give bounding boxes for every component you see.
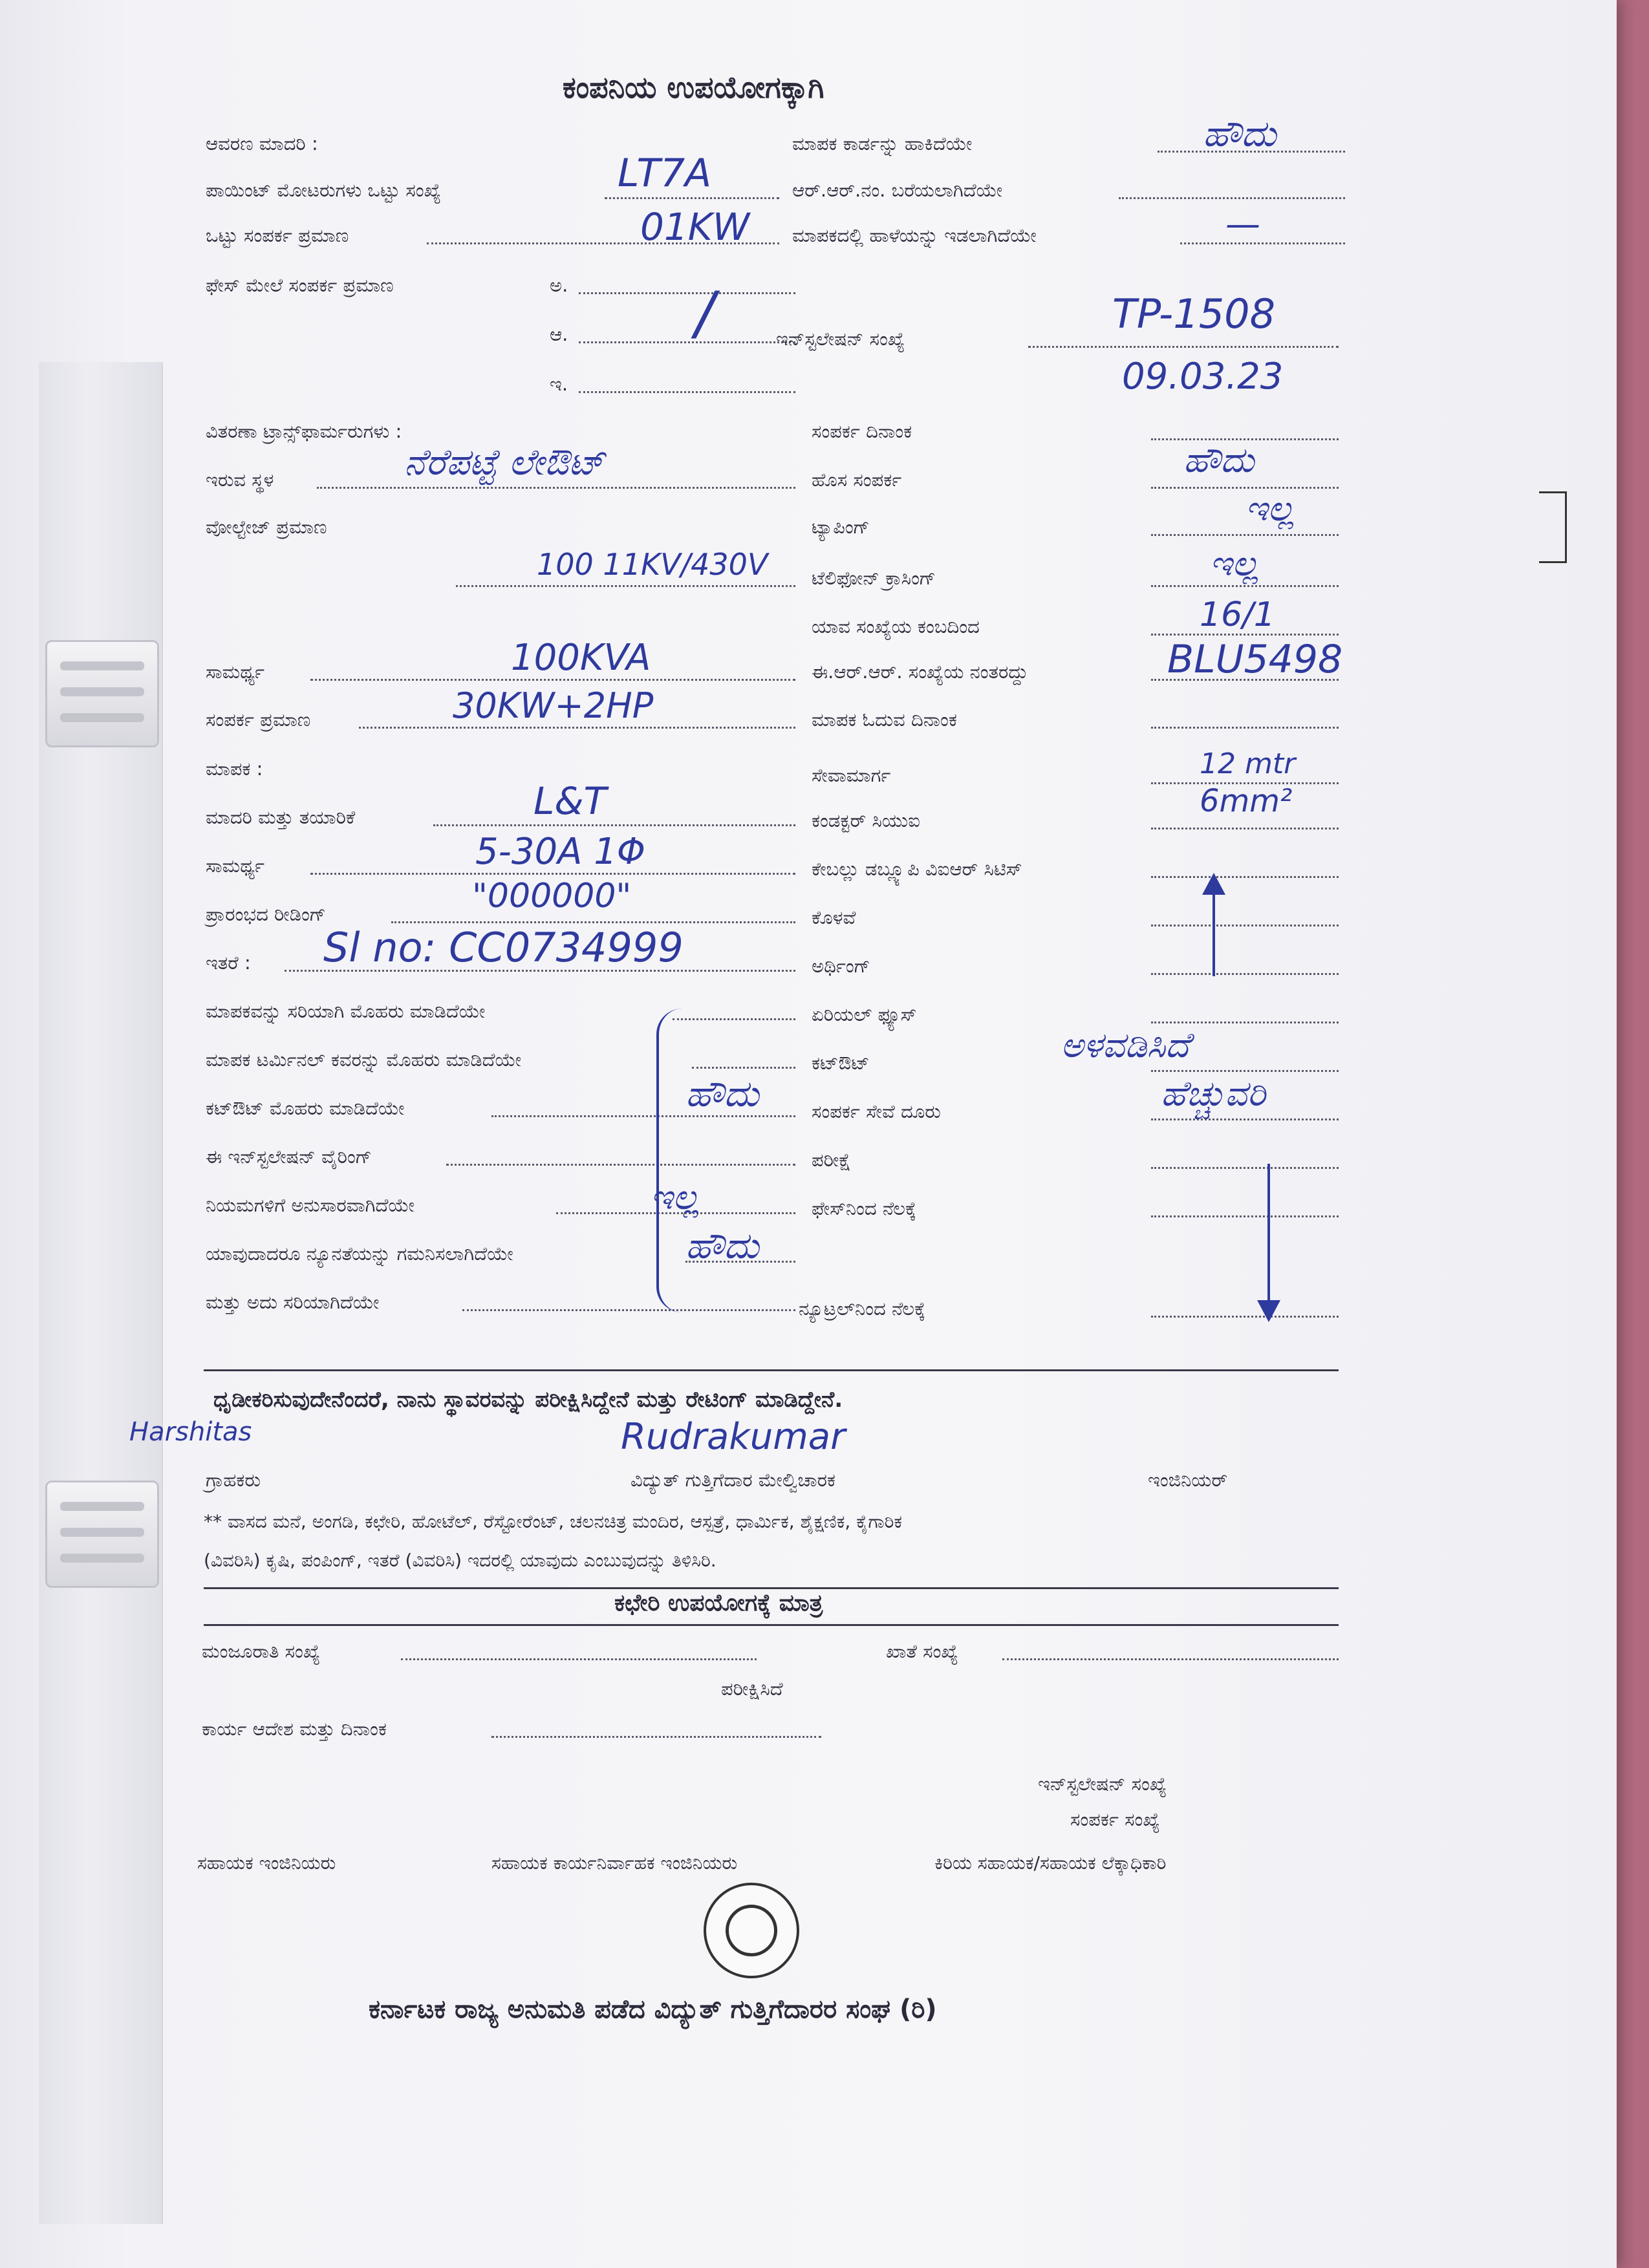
label-meter-capacity: ಸಾಮರ್ಥ್ಯ [206,855,264,877]
section-divider [204,1369,1339,1371]
field-aerial-fuse[interactable] [1151,1022,1339,1023]
value-installation-date: 09.03.23 [1122,356,1284,398]
label-aee: ಸಹಾಯಕ ಕಾರ್ಯನಿರ್ವಾಹಕ ಇಂಜಿನಿಯರು [491,1852,738,1874]
label-office-connection: ಸಂಪರ್ಕ ಸಂಖ್ಯೆ [1070,1808,1160,1830]
binder-clip-bottom [45,1481,159,1588]
label-voltage: ವೋಲ್ಟೇಜ್ ಪ್ರಮಾಣ [206,516,327,538]
field-cutout-sealed[interactable] [491,1115,795,1117]
field-reading-date[interactable] [1151,727,1339,729]
field-corrected[interactable] [462,1309,795,1311]
label-transformers: ವಿತರಣಾ ಟ್ರಾನ್ಸ್‌ಫಾರ್ಮರುಗಳು : [206,420,402,442]
handwritten-arrow-down [1267,1164,1270,1316]
label-aerial-fuse: ಏರಿಯಲ್ ಫ್ಯೂಸ್ [812,1003,917,1025]
value-meter-card: ಹೌದು [1203,113,1277,155]
label-meter-sheet: ಮಾಪಕದಲ್ಲಿ ಹಾಳೆಯನ್ನು ಇಡಲಾಗಿದೆಯೇ [792,224,1037,246]
value-initial-reading: "000000" [472,877,632,915]
value-after-rr: BLU5498 [1167,637,1343,682]
label-cutout: ಕಟ್‌ಔಟ್ [812,1052,870,1074]
label-total-load: ಒಟ್ಟು ಸಂಪರ್ಕ ಪ್ರಮಾಣ [206,224,349,246]
label-connected-load: ಸಂಪರ್ಕ ಪ್ರಮಾಣ [206,709,311,731]
label-service-line: ಸೇವಾಮಾರ್ಗ [812,764,891,786]
value-cutout-sealed: ಹೌದು [685,1073,759,1115]
field-conductor[interactable] [1151,828,1339,829]
certification-statement: ಧೃಡೀಕರಿಸುವುದೇನೆಂದರೆ, ನಾನು ಸ್ಥಾವರವನ್ನು ಪರೀಕ್ಷಿಸಿದ್ದೇನೆ ಮತ್ತು ರೇಟಿಂಗ್ ಮಾಡಿದ್ದೇನೆ. [213,1387,843,1413]
field-phase-earth[interactable] [1151,1215,1339,1217]
value-capacity: 100KVA [511,637,651,679]
label-earthing: ಅರ್ಥಿಂಗ್ [812,955,870,977]
label-corrected: ಮತ್ತು ಅದು ಸರಿಯಾಗಿದೆಯೇ [206,1291,380,1313]
label-conductor: ಕಂಡಕ್ಟರ್ ಸಿಯುಐ [812,809,920,831]
field-telephone-crossing[interactable] [1151,585,1339,587]
label-phase-b: ಆ. [550,323,568,345]
office-title: ಕಛೇರಿ ಉಪಯೋಗಕ್ಕೆ ಮಾತ್ರ [614,1590,823,1616]
field-account-no[interactable] [1002,1658,1339,1660]
label-phase-a: ಅ. [550,274,568,296]
label-pole-number: ಯಾವ ಸಂಖ್ಯೆಯ ಕಂಬದಿಂದ [812,615,980,637]
label-verified: ಪರೀಕ್ಷಿಸಿದೆ [721,1678,783,1700]
label-office-installation: ಇನ್‌ಸ್ಟಲೇಷನ್ ಸಂಖ್ಯೆ [1038,1773,1167,1795]
note-line-2: (ವಿವರಿಸಿ) ಕೃಷಿ, ಪಂಪಿಂಗ್, ಇತರೆ (ವಿವರಿಸಿ) ಇದರಲ್ಲಿ ಯಾವುದು ಎಂಬುವುದನ್ನು ತಿಳಿಸಿರಿ. [204,1550,717,1571]
office-title-underline [204,1624,1339,1626]
value-voltage: 100 11KV/430V [537,547,768,582]
value-connected-load: 30KW+2HP [453,685,654,726]
value-pole-number: 16/1 [1200,595,1275,634]
binder-clip-top [45,640,159,747]
field-location[interactable] [317,487,795,489]
note-line-1: ** ವಾಸದ ಮನೆ, ಅಂಗಡಿ, ಕಛೇರಿ, ಹೋಟೆಲ್, ರೆಸ್ಟೋರೆಂಟ್, ಚಲನಚಿತ್ರ ಮಂದಿರ, ಆಸ್ಪತ್ರೆ, ಧಾರ್ಮಿಕ, ಶೈಕ್ಷಣಿಕ, ಕೈಗಾರಿಕ [204,1511,902,1532]
label-phase-earth: ಫೇಸ್‌ನಿಂದ ನೆಲಕ್ಕೆ [812,1197,916,1219]
field-capacity[interactable] [310,679,795,681]
label-initial-reading: ಪ್ರಾರಂಭದ ರೀಡಿಂಗ್ [206,903,326,925]
value-installation-no: TP-1508 [1112,290,1276,337]
label-conduit: ಕೊಳವೆ [812,906,856,928]
field-terminal-sealed[interactable] [692,1067,795,1069]
field-tapping[interactable] [1151,534,1339,536]
field-test[interactable] [1151,1167,1339,1169]
label-telephone-crossing: ಟೆಲಿಫೋನ್ ಕ್ರಾಸಿಂಗ್ [812,567,936,589]
field-make-model[interactable] [433,824,795,826]
value-total-load: 01KW [640,205,750,249]
handwritten-arrow-up [1212,879,1215,976]
association-name: ಕರ್ನಾಟಕ ರಾಜ್ಯ ಅನುಮತಿ ಪಡೆದ ವಿದ್ಯುತ್ ಗುತ್ತಿಗೆದಾರರ ಸಂಘ (ರಿ) [369,1995,937,2024]
value-location: ನೆರೆಪಟ್ಟೆ ಲೇಔಟ್ [404,442,605,484]
field-wiring[interactable] [446,1164,795,1166]
value-defects: ಹೌದು [685,1225,759,1267]
label-customer: ಗ್ರಾಹಕರು [206,1469,261,1491]
handwritten-brace [656,1009,685,1312]
label-test: ಪರೀಕ್ಷೆ [812,1149,851,1171]
field-meter-capacity[interactable] [310,873,795,875]
label-tapping: ಟ್ಯಾಪಿಂಗ್ [812,516,870,538]
value-tapping: ಇಲ್ಲ [1245,488,1295,529]
label-meter: ಮಾಪಕ : [206,758,263,780]
label-sanction-no: ಮಂಜೂರಾತಿ ಸಂಖ್ಯೆ [202,1640,321,1662]
field-cable[interactable] [1151,876,1339,878]
field-cutout[interactable] [1151,1070,1339,1072]
label-total-motors: ಪಾಯಿಂಟ್ ಮೋಟರುಗಳು ಒಟ್ಟು ಸಂಖ್ಯೆ [206,179,441,201]
label-reading-date: ಮಾಪಕ ಓದುವ ದಿನಾಂಕ [812,709,957,731]
value-service-line: 12 mtr [1200,747,1296,780]
value-phase-b: / [695,279,715,347]
contractor-signature: Rudrakumar [621,1416,846,1458]
label-neutral-earth: ನ್ಯೂಟ್ರಲ್‌ನಿಂದ ನೆಲಕ್ಕೆ [799,1298,926,1320]
page-title: ಕಂಪನಿಯ ಉಪಯೋಗಕ್ಕಾಗಿ [563,70,824,105]
customer-signature: Harshitas [129,1417,252,1447]
field-connected-load[interactable] [359,727,795,729]
label-rr-no: ಆರ್.ಆರ್.ನಂ. ಬರೆಯಲಾಗಿದೆಯೇ [792,179,1003,201]
label-meter-card: ಮಾಪಕ ಕಾರ್ಡನ್ನು ಹಾಕಿದೆಯೇ [792,133,973,155]
label-location: ಇರುವ ಸ್ಥಳ [206,469,274,491]
label-cable: ಕೇಬಲ್ಲು ಡಬ್ಲ್ಯೂಪಿ ವಿಐಆರ್ ಸಿಟಿಸ್ [812,858,1022,880]
value-conductor: 6mm² [1200,783,1293,819]
label-compliance: ನಿಯಮಗಳಿಗೆ ಅನುಸಾರವಾಗಿದೆಯೇ [206,1194,415,1216]
field-earthing[interactable] [1151,973,1339,975]
value-meter-capacity: 5-30A 1Φ [475,831,645,873]
label-terminal-sealed: ಮಾಪಕ ಟರ್ಮಿನಲ್ ಕವರನ್ನು ಮೊಹರು ಮಾಡಿದೆಯೇ [206,1049,522,1071]
field-phase-b[interactable] [579,341,795,343]
label-contractor: ವಿದ್ಯುತ್ ಗುತ್ತಿಗೆದಾರ ಮೇಲ್ವಿಚಾರಕ [630,1469,835,1491]
label-work-order: ಕಾರ್ಯ ಆದೇಶ ಮತ್ತು ದಿನಾಂಕ [202,1718,387,1740]
label-after-rr: ಈ.ಆರ್.ಆರ್. ಸಂಖ್ಯೆಯ ನಂತರದ್ದು [812,661,1028,683]
label-premises-type: ಆವರಣ ಮಾದರಿ : [206,133,318,155]
value-make-model: L&T [534,779,607,823]
label-engineer: ಇಂಜಿನಿಯರ್ [1148,1469,1228,1491]
label-phase-load: ಫೇಸ್ ಮೇಲೆ ಸಂಪರ್ಕ ಪ್ರಮಾಣ [206,274,394,296]
label-wiring: ಈ ಇನ್‌ಸ್ಟಲೇಷನ್ ವೈರಿಂಗ್ [206,1146,372,1168]
value-total-motors: LT7A [618,151,712,196]
field-work-order[interactable] [491,1736,821,1738]
field-phase-a[interactable] [579,292,795,294]
field-conduit[interactable] [1151,925,1339,926]
label-service-distance: ಸಂಪರ್ಕ ಸೇವೆ ದೂರು [812,1100,941,1122]
field-meter-sealed[interactable] [673,1018,795,1020]
field-rr-no[interactable] [1119,197,1345,199]
label-defects: ಯಾವುದಾದರೂ ನ್ಯೂನತೆಯನ್ನು ಗಮನಿಸಲಾಗಿದೆಯೇ [206,1243,513,1265]
label-connection-date: ಸಂಪರ್ಕ ದಿನಾಂಕ [812,420,912,442]
value-service-distance: ಹೆಚ್ಚುವರಿ [1161,1073,1266,1114]
label-capacity: ಸಾಮರ್ಥ್ಯ [206,661,264,683]
value-cutout: ಅಳವಡಿಸಿದೆ [1061,1025,1190,1065]
field-service-distance[interactable] [1151,1118,1339,1120]
value-compliance: ಇಲ್ಲ [650,1177,700,1217]
label-installation-no: ಇನ್‌ಸ್ಟಲೇಷನ್ ಸಂಖ್ಯೆ [776,328,905,350]
value-others: Sl no: CC0734999 [323,924,684,971]
label-meter-sealed: ಮಾಪಕವನ್ನು ಸರಿಯಾಗಿ ಮೊಹರು ಮಾಡಿದೆಯೇ [206,1000,486,1022]
label-others: ಇತರೆ : [206,952,251,974]
field-installation-no[interactable] [1028,346,1339,348]
field-meter-sheet[interactable] [1180,242,1345,244]
label-make-model: ಮಾದರಿ ಮತ್ತು ತಯಾರಿಕೆ [206,806,356,828]
field-total-motors[interactable] [605,197,779,199]
field-sanction-no[interactable] [401,1658,757,1660]
label-new-connection: ಹೊಸ ಸಂಪರ್ಕ [812,469,902,491]
association-logo-icon [704,1883,799,1978]
office-divider [204,1587,1339,1589]
label-accountant: ಕಿರಿಯ ಸಹಾಯಕ/ಸಹಾಯಕ ಲೆಕ್ಕಾಧಿಕಾರಿ [934,1852,1167,1874]
value-meter-sheet: — [1225,204,1260,244]
label-cutout-sealed: ಕಟ್‌ಔಟ್ ಮೊಹರು ಮಾಡಿದೆಯೇ [206,1097,405,1119]
value-telephone-crossing: ಇಲ್ಲ [1209,543,1259,584]
field-initial-reading[interactable] [391,921,795,923]
label-phase-c: ಇ. [550,373,568,395]
field-phase-c[interactable] [579,391,795,393]
margin-bracket [1539,491,1567,563]
field-neutral-earth[interactable] [1151,1316,1339,1318]
value-new-connection: ಹೌದು [1183,440,1255,480]
label-account-no: ಖಾತೆ ಸಂಖ್ಯೆ [886,1640,958,1662]
label-assistant-engineer: ಸಹಾಯಕ ಇಂಜಿನಿಯರು [197,1852,336,1874]
field-voltage[interactable] [456,585,795,587]
